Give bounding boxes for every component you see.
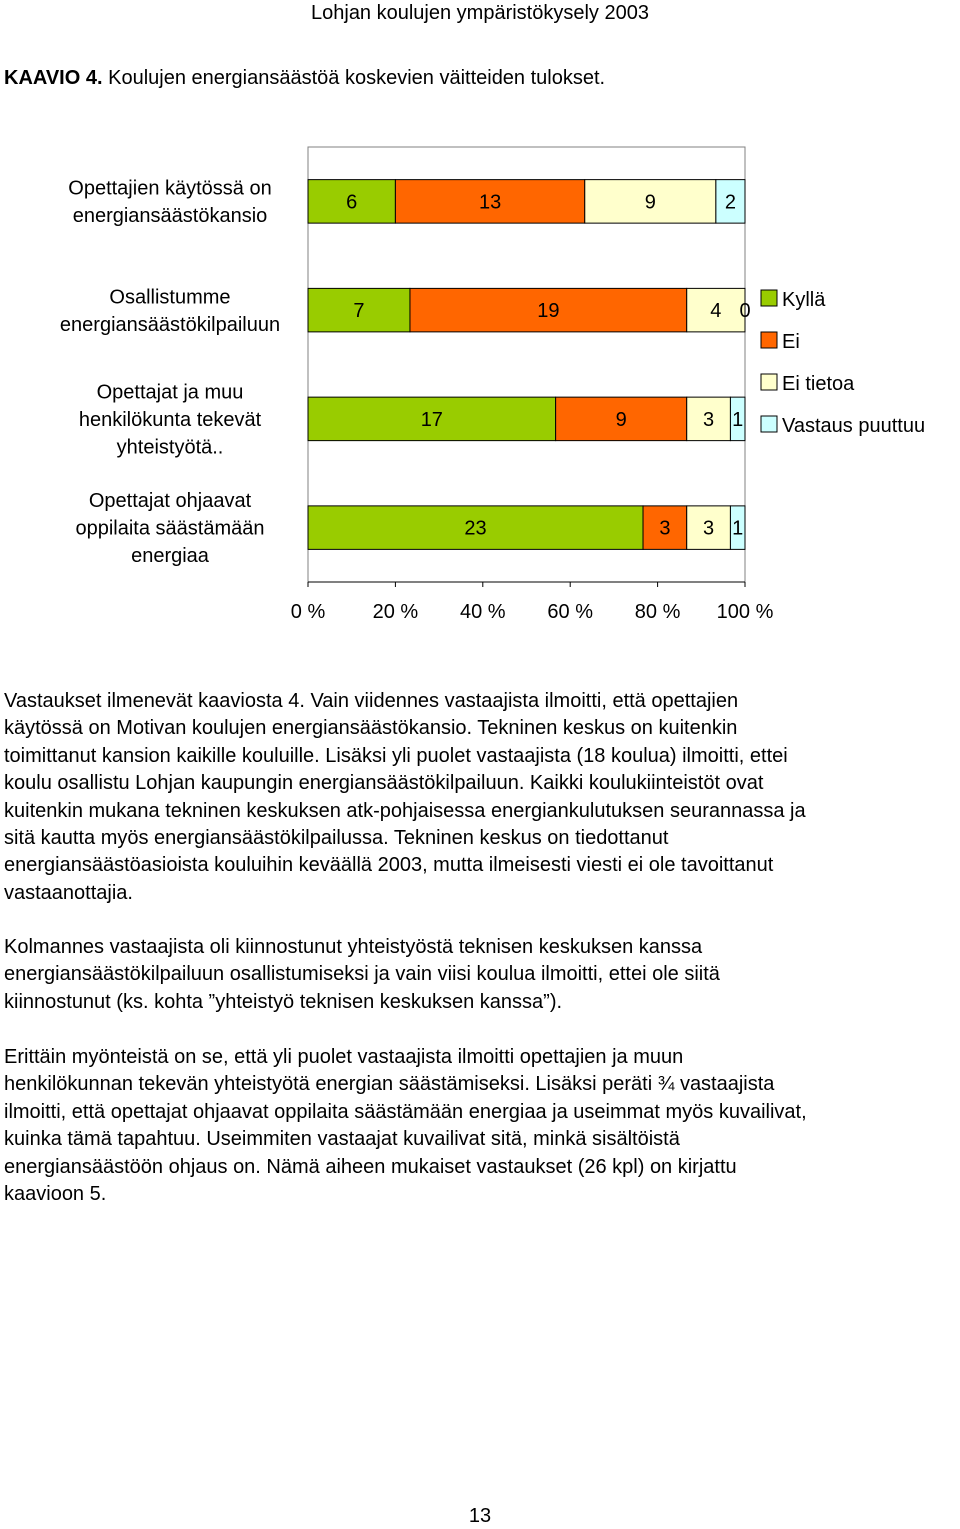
paragraph-line: energiansäästöasioista kouluihin keväällä 2003, mutta ilmeisesti viesti ei ole tavoittanut	[4, 854, 774, 877]
category-label: yhteistyötä..	[116, 436, 224, 459]
data-label: 9	[644, 191, 656, 214]
data-label: 17	[420, 408, 443, 431]
paragraph-line: kaavioon 5.	[4, 1183, 107, 1206]
legend-label: Vastaus puuttuu	[782, 415, 926, 437]
data-label: 1	[732, 408, 744, 431]
figure-title	[4, 67, 605, 90]
data-label: 9	[615, 408, 627, 431]
paragraph-line: kuinka tämä tapahtuu. Useimmiten vastaajat kuvailivat sitä, minkä sisältöistä	[4, 1128, 680, 1151]
paragraph-3	[4, 1044, 960, 1208]
paragraph-line: vastaanottajia.	[4, 881, 133, 904]
paragraph-line: Vastaukset ilmenevät kaaviosta 4. Vain viidennes vastaajista ilmoitti, että opettajien	[4, 690, 739, 712]
data-label: 23	[464, 517, 487, 540]
stacked-bar-chart	[0, 140, 960, 640]
x-tick-label: 100 %	[716, 601, 774, 623]
paragraph-line: henkilökunnan tekevän yhteistyötä energian säästämiseksi. Lisäksi peräti ¾ vastaajista	[4, 1073, 775, 1096]
legend-swatch	[761, 290, 777, 306]
data-label: 13	[478, 191, 502, 214]
paragraph-line: kuitenkin mukana tekninen keskuksen atk-pohjaisessa energiankulutuksen seurannassa ja	[4, 799, 806, 822]
legend-label: Ei	[782, 331, 800, 353]
paragraph-line: Kolmannes vastaajista oli kiinnostunut yhteistyöstä teknisen keskuksen kanssa	[4, 936, 703, 958]
legend-swatch	[761, 374, 777, 390]
category-label: Osallistumme	[109, 286, 231, 309]
paragraph-line: koulu osallistu Lohjan kaupungin energiansäästökilpailuun. Kaikki koulukiinteistöt ovat	[4, 772, 764, 795]
paragraph-line: käytössä on Motivan koulujen energiansäästökansio. Tekninen keskus on kuitenkin	[4, 717, 738, 740]
paragraph-2	[4, 934, 960, 1016]
x-tick-label: 80 %	[634, 601, 681, 623]
x-tick-label: 40 %	[460, 601, 506, 623]
paragraph-line: toimittanut kansion kaikille kouluille. Lisäksi yli puolet vastaajista (18 koulua) ilmoitti, ettei	[4, 744, 788, 767]
legend-swatch	[761, 332, 777, 348]
paragraph-line: kiinnostunut (ks. kohta ”yhteistyö teknisen keskuksen kanssa”).	[4, 990, 563, 1013]
category-label: energiansäästökilpailuun	[59, 313, 281, 336]
category-label: oppilaita säästämään	[75, 517, 265, 540]
data-label: 3	[703, 408, 715, 431]
data-label: 0	[739, 300, 751, 323]
category-label: henkilökunta tekevät	[78, 408, 262, 431]
page-number: 13	[468, 1505, 492, 1527]
category-label: Opettajien käytössä on	[68, 177, 272, 200]
paragraph-line: Erittäin myönteistä on se, että yli puolet vastaajista ilmoitti opettajien ja muun	[4, 1046, 684, 1068]
category-label: Opettajat ja muu	[96, 381, 244, 404]
data-label: 19	[537, 300, 560, 323]
paragraph-1	[4, 688, 960, 907]
paragraph-line: energiansäästöön ohjaus on. Nämä aiheen mukaiset vastaukset (26 kpl) on kirjattu	[4, 1155, 737, 1178]
legend-swatch	[761, 416, 777, 432]
x-tick-label: 20 %	[372, 601, 419, 623]
data-label: 3	[703, 517, 715, 540]
category-label: energiansäästökansio	[72, 205, 268, 228]
data-label: 1	[732, 517, 744, 540]
category-label: energiaa	[131, 545, 209, 568]
data-label: 7	[353, 300, 365, 323]
paragraph-line: energiansäästökilpailuun osallistumiseksi ja vain viisi koulua ilmoitti, ettei ole siitä	[4, 963, 720, 986]
data-label: 6	[346, 191, 358, 214]
data-label: 4	[710, 300, 722, 323]
figure-label: KAAVIO 4.	[4, 67, 103, 89]
data-label: 2	[724, 191, 736, 214]
paragraph-line: ilmoitti, että opettajat ohjaavat oppilaita säästämään energiaa ja useimmat myös kuvailivat,	[4, 1100, 807, 1123]
x-tick-label: 60 %	[547, 601, 593, 623]
data-label: 3	[659, 517, 671, 540]
legend-label: Ei tietoa	[782, 373, 855, 395]
paragraph-line: sitä kautta myös energiansäästökilpailussa. Tekninen keskus on tiedottanut	[4, 827, 669, 850]
figure-caption: Koulujen energiansäästöä koskevien väitteiden tulokset.	[102, 67, 606, 89]
legend-label: Kyllä	[782, 289, 826, 311]
category-label: Opettajat ohjaavat	[88, 490, 252, 513]
page-header: Lohjan koulujen ympäristökysely 2003	[311, 2, 649, 24]
x-tick-label: 0 %	[290, 601, 326, 623]
